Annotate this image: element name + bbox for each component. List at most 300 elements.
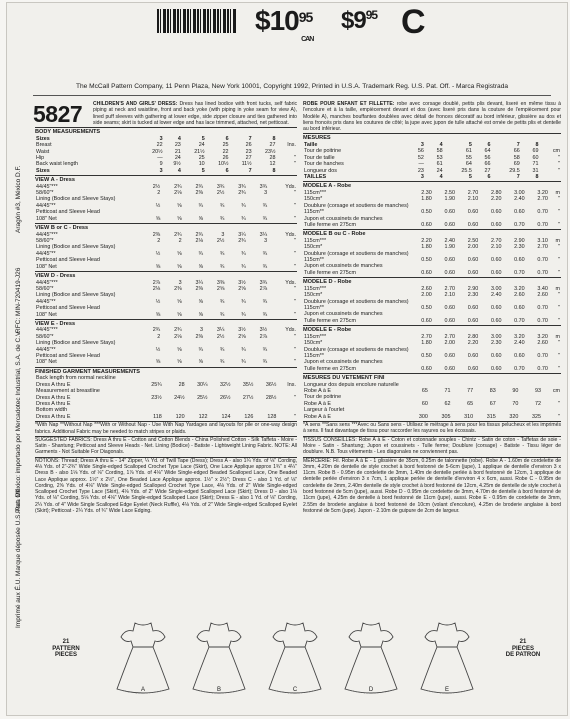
table-cell: 29.5 (509, 167, 520, 174)
row-label: Tulle ferme en 275cm (304, 317, 356, 324)
table-cell: — (418, 161, 424, 168)
pattern-pieces-label-right: 21 PIECES DE PATRON (505, 639, 541, 658)
table-cell: 2.00 (421, 292, 432, 299)
table-cell: 90 (512, 388, 519, 395)
table-row (303, 222, 561, 228)
table-cell: 0.50 (421, 352, 432, 359)
barcode (157, 9, 237, 33)
table-cell: ⅝ (198, 298, 203, 305)
table-cell: " (558, 317, 560, 324)
table-cell: ½ (155, 250, 161, 257)
table-cell: 2.30 (467, 292, 479, 299)
table-cell: " (294, 298, 296, 305)
row-label: Doublure (corsage et soutiens de manches) (304, 250, 409, 257)
table-cell: 10 (198, 161, 205, 168)
table-cell: 2.70 (467, 189, 479, 196)
table-cell: " (558, 167, 560, 174)
table-cell: 0.60 (490, 317, 502, 324)
table-cell: 77 (467, 388, 474, 395)
table-cell: 28½ (265, 394, 277, 401)
table-cell: 2.00 (444, 340, 456, 347)
table-cell: 2⅜ (195, 333, 203, 340)
table-cell: 6 (487, 174, 491, 181)
table-cell: 0.50 (421, 257, 432, 264)
table-cell: 0.60 (514, 352, 525, 359)
bodice-outline (197, 623, 241, 647)
body-measurements-title: BODY MEASUREMENTS (35, 127, 297, 136)
table-cell: 7 (248, 135, 252, 142)
row-label: 44/45"*** (36, 327, 58, 334)
table-cell: 3 (264, 237, 268, 244)
table-cell: 3.20 (537, 189, 548, 196)
table-cell: 64 (465, 161, 472, 168)
row-label: 115cm*** (304, 285, 327, 292)
table-cell: 0.60 (421, 269, 432, 276)
table-cell: 26 (222, 154, 229, 161)
bodice-outline (121, 623, 165, 647)
dress-back-view-icon (263, 617, 327, 697)
table-cell: 2½ (152, 183, 161, 190)
table-cell: 3 (221, 231, 225, 238)
row-label: 44/45"** (36, 298, 56, 305)
table-cell: 2.10 (467, 196, 479, 203)
table-cell: 2⅝ (238, 333, 246, 340)
bodice-outline (425, 623, 469, 647)
modele-metrage-table (303, 286, 561, 324)
table-cell: 8 (272, 135, 276, 142)
dress-drawing-b (187, 617, 251, 697)
table-cell: ⅝ (177, 263, 182, 270)
table-cell: ¾ (241, 359, 246, 366)
row-label: 115cm** (304, 257, 324, 264)
row-label: 44/45"** (36, 346, 56, 353)
table-cell: 2⅞ (259, 333, 268, 340)
table-cell: 21½ (194, 148, 205, 155)
finished-measurements-table (35, 375, 297, 420)
table-cell: 2.20 (421, 237, 432, 244)
table-cell: 3½ (259, 327, 268, 334)
row-label: Lining (Bodice and Sleeve Stays) (36, 244, 116, 251)
row-label: Tulle ferme en 275cm (304, 365, 356, 372)
dress-drawing-e (415, 617, 479, 697)
table-cell: 23 (245, 148, 252, 155)
table-cell: ¾ (219, 359, 225, 366)
table-cell: 2¾ (195, 231, 203, 238)
table-cell: 30¼ (197, 381, 208, 388)
table-cell: Ins. (287, 381, 296, 388)
row-label: Tour de poitrine (304, 148, 342, 155)
table-cell: ¾ (219, 202, 225, 209)
table-cell: 69 (513, 161, 520, 168)
side-text-b: RFC: MIN-720419-J26 (15, 267, 22, 333)
table-cell: ¾ (262, 250, 268, 257)
row-label: 150cm* (304, 196, 323, 203)
table-cell (277, 168, 297, 174)
table-cell: 60 (421, 400, 428, 407)
table-cell: ¾ (262, 215, 268, 222)
table-cell: ⅝ (177, 298, 182, 305)
row-label: Dress A thru E (36, 394, 71, 401)
table-cell: 2.80 (490, 189, 502, 196)
table-cell: 3 (159, 135, 163, 142)
table-cell: 2¾ (238, 237, 246, 244)
table-cell: " (294, 346, 296, 353)
table-cell: 28 (269, 154, 276, 161)
table-cell: 3.00 (514, 189, 525, 196)
table-cell: 3 (420, 174, 424, 181)
table-cell: " (558, 269, 560, 276)
table-cell: 0.60 (444, 269, 456, 276)
table-cell: 0.60 (421, 317, 432, 324)
table-cell: ¾ (262, 346, 268, 353)
table-cell: 315 (486, 413, 496, 420)
table-cell: 0.50 (421, 209, 432, 216)
table-cell: 11½ (241, 161, 252, 168)
price-alt: $\$9^{95}$ (341, 7, 378, 34)
table-cell: ¾ (198, 250, 203, 257)
row-label: 44/45"*** (36, 231, 58, 238)
view-yardage-title: VIEW A - Dress (35, 175, 297, 184)
table-cell: ¾ (241, 346, 246, 353)
row-label: 44/45"** (36, 202, 56, 209)
row-label: Dress A thru E (36, 413, 71, 420)
table-cell: 2⅜ (174, 285, 182, 292)
fini-table (303, 382, 561, 420)
row-label: Lining (Bodice and Sleeve Stays) (36, 196, 116, 203)
row-label: 108" Net (36, 311, 57, 318)
table-cell: ¾ (219, 346, 225, 353)
price-us: $\$10^{95}$ CAN (255, 5, 314, 43)
row-label: Sizes (36, 135, 50, 142)
modele-metrage-table (303, 190, 561, 228)
table-cell: 26½ (219, 394, 231, 401)
row-label: Largeur à l'ourlet (304, 407, 345, 414)
table-row (35, 359, 297, 365)
table-cell: 0.70 (537, 257, 548, 264)
row-label: 108" Net (36, 359, 57, 366)
row-label: 44/45"*** (36, 183, 58, 190)
table-cell: 32½ (219, 381, 231, 388)
table-cell: " (558, 340, 560, 347)
table-cell: 27 (269, 142, 276, 149)
table-row (35, 264, 297, 270)
view-yardage-table (35, 184, 297, 222)
row-label: Robe A à E (304, 388, 331, 395)
table-cell: ¾ (262, 298, 268, 305)
row-label: 150cm* (304, 244, 323, 251)
table-cell: 2.50 (467, 237, 479, 244)
modele-metrage-title: MODELE A - Robe (303, 181, 561, 190)
table-cell: ¾ (262, 263, 268, 270)
table-cell: 27½ (242, 394, 254, 401)
table-cell: 61 (436, 161, 443, 168)
row-label: Tour de taille (304, 154, 335, 161)
row-label: Jupon et coussinets de manches (304, 359, 383, 366)
table-row (303, 366, 561, 372)
row-label: 44/45"*** (36, 279, 58, 286)
table-cell: 0.60 (444, 257, 456, 264)
table-cell: 2.70 (421, 333, 432, 340)
table-cell: 0.70 (514, 317, 525, 324)
table-cell: 5 (201, 167, 205, 174)
table-cell: ⅝ (177, 346, 182, 353)
table-cell: ¾ (241, 250, 246, 257)
table-cell: 0.70 (537, 269, 548, 276)
row-label: Lining (Bodice and Sleeve Stays) (36, 340, 116, 347)
table-cell: 2½ (216, 333, 225, 340)
row-label: 108" Net (36, 215, 57, 222)
table-cell: 2⅛ (174, 190, 182, 197)
table-cell: 0.60 (467, 352, 479, 359)
table-cell: 0.70 (537, 305, 548, 312)
dress-drawing-a (111, 617, 175, 697)
row-label: Robe A à E (304, 400, 331, 407)
table-cell: 65 (421, 388, 428, 395)
table-cell: " (294, 311, 296, 318)
table-cell: 2.70 (537, 244, 548, 251)
table-cell: 36½ (265, 381, 277, 388)
view-yardage-title: VIEW D - Dress (35, 271, 297, 280)
table-cell: 2¾ (195, 183, 203, 190)
table-row (303, 174, 561, 180)
table-cell: " (294, 154, 296, 161)
table-cell: 70 (512, 400, 519, 407)
table-cell: 27 (484, 167, 491, 174)
table-cell: " (558, 209, 560, 216)
table-cell: 2.40 (514, 340, 525, 347)
row-label: Jupon et coussinets de manches (304, 263, 383, 270)
table-cell: 2.60 (421, 285, 432, 292)
table-cell: 0.60 (490, 209, 502, 216)
view-yardage-title: VIEW B or C - Dress (35, 223, 297, 232)
table-cell: Yds. (285, 327, 296, 334)
table-cell: 60 (532, 154, 539, 161)
row-label: Doublure (corsage et soutiens de manches) (304, 346, 409, 353)
table-cell: 2.60 (537, 292, 548, 299)
table-cell: 3¾ (259, 183, 268, 190)
suggested-fabrics: SUGGESTED FABRICS: Dress A thru E - Cotton and Cotton Blends - China Polished Cotton - Silk Taffeta - Moire - Satin - Shantung; Petticoat and Sleeve Heads - Net. Lining (Bodice) - Batiste - Lightweight Lining Fabric. NOTE: All Garments - Not Suitable For Diagonals. (35, 436, 297, 456)
row-label: Back waist length (36, 161, 78, 168)
row-label: 108" Net (36, 263, 57, 270)
row-label: Petticoat and Sleeve Head (36, 305, 100, 312)
table-cell: 83 (489, 388, 496, 395)
table-cell: 64 (484, 148, 491, 155)
row-label: 115cm** (304, 352, 324, 359)
table-cell: 3.00 (490, 333, 502, 340)
table-cell: 2.80 (467, 333, 479, 340)
table-cell: 69 (532, 148, 539, 155)
table-cell: 31 (532, 167, 539, 174)
table-cell: 2.40 (444, 237, 456, 244)
table-cell: 7 (248, 167, 252, 174)
table-cell: 0.60 (490, 221, 502, 228)
table-cell: " (558, 292, 560, 299)
table-cell: " (558, 365, 560, 372)
row-label: Breast (36, 142, 52, 149)
table-cell: " (294, 202, 296, 209)
side-text-d: Imprimé aux É.U. Marque déposée U.S. Pat. Off. (15, 487, 22, 628)
table-cell: 67 (489, 400, 496, 407)
modele-metrage-table (303, 334, 561, 372)
table-cell: 2.30 (514, 244, 525, 251)
table-cell: ⅝ (198, 215, 203, 222)
table-cell: " (294, 161, 296, 168)
row-label: Jupon et coussinets de manches (304, 215, 383, 222)
row-label: Petticoat and Sleeve Head (36, 353, 100, 360)
copyright-header: The McCall Pattern Company, 11 Penn Plaza, New York 10001, Copyright 1992, Printed in U.S.A. Trademark Reg. U.S. Pat. Off. - Marca Registrada (75, 83, 509, 90)
table-cell: 3.20 (514, 285, 525, 292)
table-cell: 3.10 (537, 237, 548, 244)
table-cell: 2½ (216, 190, 225, 197)
table-cell: 305 (441, 413, 451, 420)
table-cell: 2 (178, 237, 182, 244)
table-cell: ¾ (241, 215, 246, 222)
table-cell: 2.40 (514, 196, 525, 203)
table-cell: 320 (509, 413, 519, 420)
table-cell: 3 (178, 279, 182, 286)
table-cell: 1.90 (444, 196, 456, 203)
table-cell: 53 (436, 154, 443, 161)
side-text-c: Para México: importado por Mercadotec Industrial, S.A. de C.V. (15, 330, 22, 513)
table-cell: ⅝ (198, 311, 203, 318)
table-cell: " (558, 400, 560, 407)
table-cell: Yds. (285, 231, 296, 238)
table-cell: 300 (418, 413, 428, 420)
table-cell: 8 (535, 141, 539, 148)
table-cell: " (558, 305, 560, 312)
table-cell: 24½ (174, 394, 185, 401)
table-cell: 62 (444, 400, 451, 407)
table-cell: 2⅝ (216, 285, 225, 292)
table-cell: 3¾ (216, 183, 225, 190)
table-cell: ¾ (219, 263, 225, 270)
table-cell: 5 (201, 135, 205, 142)
table-row (35, 216, 297, 222)
table-cell: Ins. (287, 142, 296, 149)
notions: NOTIONS: Thread; Dress A thru E - 14" Zipper, ¼ Yd. of Twill Tape (Dress); Dress A - also 1¼ Yds. of ⅛" Cording, 4⅛ Yds. of 2"-2¾" Wide Single-edged Scalloped Crochet Type Lace (Skirt), One Lace Applique approx 1¾" x 4¼" Dress B - also 1⅛ Yds. of ⅛" Cording, 1⅞ Yds. of 4⅛" Wide Single-edged Beaded Scalloped Lace, One Beaded Lace Applique approx. 1½" x 2½", One Beaded Lace Applique approx. 1½" x 2½"; Dress C - also 1 Yd. of ⅛" Cording, 2⅝ Yds. of 4⅛" Wide Single-edged Scalloped Crochet Type Lace, 4⅛ Yds. of 2" Wide Single-edged Scalloped Crochet Type Lace (Skirt), 4⅛ Yds. of 2" Wide Single-edged Scalloped Lace (Skirt); Dress D - also 1⅛ Yds. of ⅛" Cording, 5⅛ Yds. of 4⅛" Wide Single-edged Scalloped Lace (Skirt); Dress E - also 1 Yd. of ⅛" Cording, 2¼ Yds. of 4" Wide Single Scalloped Edge Eyelet (Neck Ruffle), 4⅛ Yds. of 2" Wide Single-edged Scalloped Eyelet (Skirt); Petticoat - 2¼ Yds. of ¾" Wide Lace Edging. (35, 457, 297, 515)
table-row (303, 270, 561, 276)
table-cell: 27 (245, 154, 252, 161)
table-cell: 3½ (238, 327, 246, 334)
row-label: Robe A à E (304, 413, 331, 420)
table-cell: " (294, 190, 296, 197)
table-cell: ¾ (262, 359, 268, 366)
table-cell: 0.60 (467, 209, 479, 216)
row-label: Hip (36, 154, 45, 161)
table-cell: 0.70 (514, 365, 525, 372)
table-cell: 118 (153, 413, 162, 420)
table-cell: 71 (532, 161, 539, 168)
row-label: Back length from normal neckline (36, 375, 116, 382)
row-label: 115cm*** (304, 237, 327, 244)
row-label: 58/60"* (36, 190, 54, 197)
view-yardage-table (35, 232, 297, 270)
fini-title: MESURES DU VETEMENT FINI (303, 373, 561, 382)
table-cell: 2⅜ (195, 285, 203, 292)
table-cell: 56 (484, 154, 491, 161)
row-label: 58/60"* (36, 285, 54, 292)
view-yardage-title: VIEW E - Dress (35, 319, 297, 328)
row-label: 58/60"* (36, 333, 54, 340)
side-text-a: Aragón #3, México D.F. (15, 165, 22, 233)
table-cell: 9½ (173, 161, 181, 168)
table-cell: 2 (157, 237, 161, 244)
table-cell: 0.60 (444, 365, 456, 372)
pattern-envelope-back (6, 2, 568, 716)
table-cell: ¾ (262, 311, 268, 318)
row-label: Dress A thru E (36, 401, 71, 407)
table-cell: ⅝ (155, 311, 161, 318)
table-cell: 0.60 (514, 305, 525, 312)
table-cell: " (294, 394, 296, 401)
table-cell: 65 (467, 400, 474, 407)
table-cell: " (294, 333, 296, 340)
table-cell: cm (552, 148, 560, 155)
table-cell: 0.60 (421, 365, 432, 372)
table-cell: 23½ (265, 148, 276, 155)
table-cell: 26 (245, 142, 252, 149)
table-cell: 3½ (238, 279, 246, 286)
table-cell: 0.60 (467, 365, 479, 372)
table-cell: 0.60 (444, 209, 456, 216)
table-cell: Yds. (285, 279, 296, 286)
mesures-title: MESURES (303, 133, 561, 142)
table-cell: 2⅜ (195, 190, 203, 197)
table-cell: 56 (417, 148, 424, 155)
table-cell: 0.70 (537, 221, 548, 228)
table-cell: 2⅛ (174, 333, 182, 340)
table-cell: 3⅜ (216, 279, 225, 286)
nap-note: *With Nap **Without Nap ***With or Without Nap - Use With Nap Yardages and layouts for pile or one-way design fabrics. Additional Fabric may be needed to match stripes or plaids. (35, 422, 297, 435)
body-measurements-table (35, 136, 297, 174)
table-row (303, 318, 561, 324)
table-cell: " (294, 250, 296, 257)
row-label: Tulle ferme en 275cm (304, 269, 356, 276)
row-label: Petticoat and Sleeve Head (36, 257, 100, 264)
table-cell: 0.70 (537, 365, 548, 372)
table-cell: 2.90 (467, 285, 479, 292)
row-label: Tour de poitrine (304, 394, 342, 401)
table-cell: 25 (198, 154, 205, 161)
table-cell: 0.60 (444, 305, 456, 312)
table-cell: 2.60 (537, 340, 548, 347)
table-cell: 124 (221, 413, 231, 420)
table-cell: 2¾ (174, 231, 182, 238)
table-cell: 2.30 (490, 340, 502, 347)
table-cell: 0.70 (537, 209, 548, 216)
table-cell: ⅝ (177, 250, 182, 257)
table-cell: 2½ (216, 237, 225, 244)
table-cell: cm (552, 388, 560, 395)
modele-metrage-title: MODELE D - Robe (303, 277, 561, 286)
row-label: Longueur dos (304, 167, 337, 174)
dress-back-view-icon (187, 617, 251, 697)
table-cell: 2.70 (490, 237, 502, 244)
table-cell: 25 (222, 142, 229, 149)
table-cell: ¾ (219, 298, 225, 305)
row-label: Petticoat and Sleeve Head (36, 209, 100, 216)
table-cell: 2.30 (421, 189, 432, 196)
table-cell: 3¼ (238, 231, 246, 238)
table-cell: " (294, 359, 296, 366)
table-cell: 71 (444, 388, 451, 395)
table-cell: 2¾ (152, 327, 161, 334)
table-cell: 0.60 (490, 305, 502, 312)
table-cell: " (558, 413, 560, 420)
table-cell: 2.70 (537, 196, 548, 203)
table-cell: 8 (272, 167, 276, 174)
table-cell: 58 (436, 148, 443, 155)
